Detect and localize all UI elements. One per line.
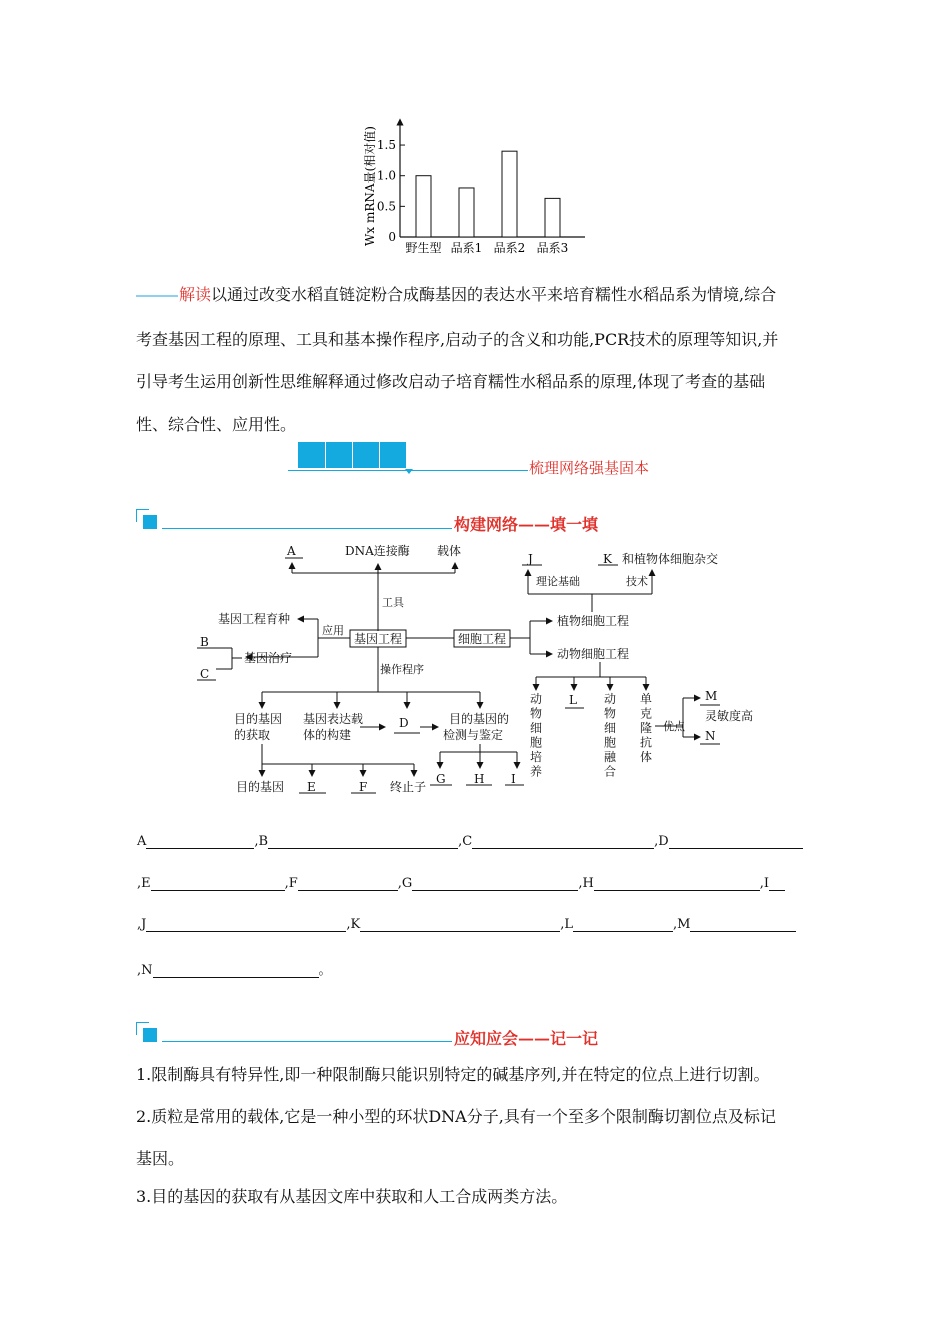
label-tech: 技术 (626, 575, 648, 588)
label-step4-a: 目的基因的 (449, 712, 510, 726)
label-F: F (359, 780, 368, 794)
blank-K[interactable] (360, 917, 560, 932)
label-K: K (603, 552, 612, 566)
label-step4-b: 检测与鉴定 (443, 728, 504, 742)
label-L: L (569, 693, 577, 707)
y-tick-label: 0 (388, 230, 396, 244)
label-gene: 目的基因 (236, 780, 285, 794)
jiedu-line-3: 引导考生运用创新性思维解释通过修改启动子培育糯性水稻品系的原理,体现了考查的基础 (136, 372, 766, 391)
fill-F: ,F (284, 876, 298, 891)
label-tools: 工具 (382, 596, 404, 609)
jiedu-line-2: 考查基因工程的原理、工具和基本操作程序,启动子的含义和功能,PCR技术的原理等知识,并 (136, 330, 779, 349)
label-I: I (511, 772, 516, 786)
section2-icon (136, 1022, 160, 1044)
label-breeding: 基因工程育种 (218, 612, 291, 626)
fill-D: ,D (654, 834, 669, 849)
fill-line-1 (137, 834, 803, 849)
label-therapy: 基因治疗 (244, 651, 293, 665)
label-vector: 载体 (437, 544, 462, 558)
label-step1-a: 目的基因 (234, 712, 283, 726)
section1-title: 构建网络——填一填 (454, 515, 599, 534)
blank-M[interactable] (690, 917, 796, 932)
blank-H[interactable] (594, 876, 760, 891)
fact-3: 3.目的基因的获取有从基因文库中获取和人工合成两类方法。 (136, 1187, 568, 1206)
fill-M: ,M (672, 917, 691, 932)
x-tick-label: 品系1 (450, 241, 483, 255)
label-col4-char: 抗 (640, 735, 653, 750)
fact-1: 1.限制酶具有特异性,即一种限制酶只能识别特定的碱基序列,并在特定的位点上进行切割。 (136, 1065, 770, 1084)
fill-end: 。 (318, 963, 332, 978)
blank-L[interactable] (573, 917, 673, 932)
label-H: H (474, 772, 485, 786)
banner-title: 梳理网络强基固本 (529, 459, 650, 477)
section2-title: 应知应会——记一记 (454, 1029, 599, 1048)
label-plant-cell: 植物细胞工程 (557, 614, 630, 628)
label-col4-char: 隆 (640, 721, 653, 735)
label-col3-char: 合 (604, 764, 617, 779)
x-tick-label: 品系3 (536, 241, 569, 255)
label-hybrid: 和植物体细胞杂交 (622, 552, 719, 566)
y-axis-label: Wx mRNA量(相对值) (363, 126, 377, 246)
label-col3-char: 物 (604, 706, 617, 721)
label-D: D (399, 716, 409, 730)
y-tick-label: 0.5 (376, 199, 396, 214)
label-col3-char: 融 (604, 750, 617, 764)
label-G: G (436, 772, 446, 786)
label-dna-ligase: DNA连接酶 (345, 544, 410, 558)
y-tick-label: 1.5 (376, 138, 396, 153)
blank-D[interactable] (669, 834, 803, 849)
label-col4-char: 体 (640, 750, 653, 764)
fill-I: ,I (759, 876, 770, 891)
fill-A: A (137, 834, 147, 849)
label-advantage: 优点 (663, 720, 685, 733)
blank-J[interactable] (146, 917, 346, 932)
blank-F[interactable] (298, 876, 398, 891)
label-col1-char: 动 (530, 692, 543, 706)
label-col4-char: 克 (640, 706, 653, 721)
label-B: B (200, 635, 209, 649)
label-core: 基因工程 (354, 632, 403, 646)
label-col3-char: 动 (604, 692, 617, 706)
blank-G[interactable] (412, 876, 578, 891)
label-sensitivity: 灵敏度高 (705, 709, 754, 723)
fill-line-4 (137, 959, 332, 978)
x-tick-label: 品系2 (493, 241, 526, 255)
label-col1-char: 培 (530, 750, 543, 764)
label-A: A (287, 544, 296, 558)
section2-line (162, 1041, 452, 1042)
label-theory: 理论基础 (536, 575, 580, 588)
label-col4-char: 单 (640, 692, 653, 706)
label-col1-char: 细 (530, 721, 543, 735)
fill-K: ,K (346, 917, 361, 932)
label-animal-cell: 动物细胞工程 (557, 647, 630, 661)
label-step1-b: 的获取 (234, 728, 271, 742)
fill-L: ,L (560, 917, 573, 932)
label-col1-char: 胞 (530, 735, 543, 750)
blank-N[interactable] (153, 963, 319, 978)
fact-2: 2.质粒是常用的载体,它是一种小型的环状DNA分子,具有一个至多个限制酶切割位点及标记 (136, 1107, 776, 1126)
label-terminator: 终止子 (390, 780, 427, 794)
label-M: M (705, 689, 718, 703)
label-J: J (528, 552, 533, 566)
label-col3-char: 细 (604, 721, 617, 735)
fill-N: ,N (137, 963, 153, 978)
blank-E[interactable] (151, 876, 285, 891)
fill-B: ,B (254, 834, 269, 849)
label-N: N (705, 729, 716, 743)
blank-I[interactable] (769, 876, 785, 891)
x-tick-label: 野生型 (405, 241, 442, 255)
fill-E: ,E (137, 876, 151, 891)
label-col1-char: 物 (530, 706, 543, 721)
fill-J: ,J (137, 917, 147, 932)
label-step2-b: 体的构建 (303, 728, 352, 742)
fill-line-2 (137, 876, 785, 891)
blank-A[interactable] (146, 834, 254, 849)
fill-G: ,G (397, 876, 413, 891)
label-col3-char: 胞 (604, 735, 617, 750)
fill-line-3 (137, 917, 796, 932)
jiedu-label: 解读 (179, 285, 212, 304)
jiedu-line-4: 性、综合性、应用性。 (136, 415, 297, 434)
label-apply: 应用 (322, 624, 344, 637)
label-C: C (200, 667, 210, 681)
jiedu-text-1: 以通过改变水稻直链淀粉合成酶基因的表达水平来培育糯性水稻品系为情境,综合 (211, 285, 777, 304)
blank-C[interactable] (472, 834, 654, 849)
fill-C: ,C (458, 834, 473, 849)
fact-2-cont: 基因。 (136, 1149, 185, 1168)
label-procedure: 操作程序 (380, 663, 424, 676)
label-col1-char: 养 (530, 764, 543, 779)
fill-H: ,H (578, 876, 594, 891)
label-cell-eng: 细胞工程 (458, 632, 507, 646)
label-E: E (307, 780, 316, 794)
label-step2-a: 基因表达载 (303, 712, 364, 726)
y-tick-label: 1.0 (376, 168, 396, 183)
blank-B[interactable] (268, 834, 458, 849)
